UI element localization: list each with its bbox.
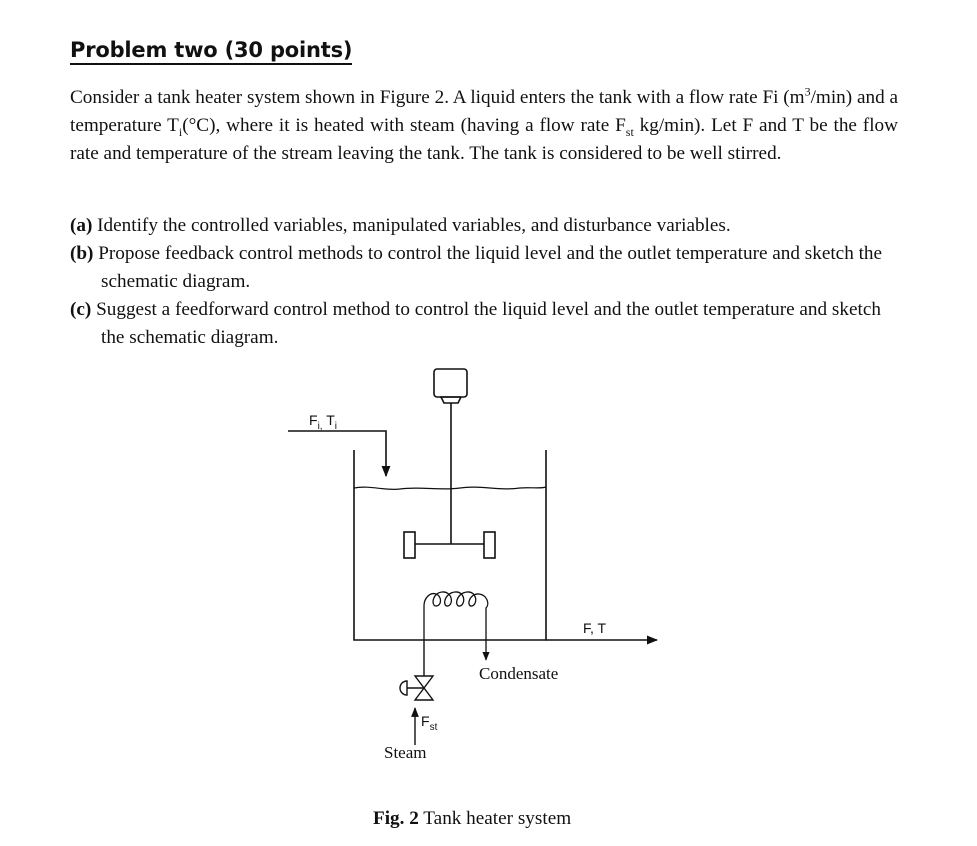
liquid-level [354, 487, 546, 489]
inlet-pipe [288, 431, 386, 476]
figure-caption: Fig. 2 Tank heater system [373, 808, 572, 829]
inlet-flow-label: $F_{i,}$ $T_i$ [309, 412, 337, 432]
tank-walls [354, 450, 546, 640]
condensate-label: Condensate [479, 664, 559, 683]
impeller [404, 532, 495, 558]
steam-label: Steam [384, 743, 427, 762]
stirrer-motor [434, 369, 467, 403]
problem-statement: Consider a tank heater system shown in Figure 2. A liquid enters the tank with a flow rate Fi $(m^3/\min)$ and a temperature $T_i(^\circ C)$, where it is heated with steam (having a flow rate $F_{st}$ kg/min). Let F and T be the flow rate and temperature of the stream leaving the tank. The tank is considered to be well stirred. [70, 84, 898, 164]
question-b: (b) Propose feedback control methods to control the liquid level and the outlet temperature and sketch the schematic diagram. [70, 243, 883, 292]
outlet-flow-label: F, T [583, 620, 607, 636]
problem-heading: Problem two (30 points) [70, 38, 352, 65]
steam-flow-label: $F_{st}$ [421, 713, 438, 733]
question-a: (a) Identify the controlled variables, manipulated variables, and disturbance variables. [70, 215, 731, 236]
question-c: (c) Suggest a feedforward control method to control the liquid level and the outlet temperature and sketch the schematic diagram. [70, 299, 881, 348]
heating-coil [424, 592, 488, 660]
